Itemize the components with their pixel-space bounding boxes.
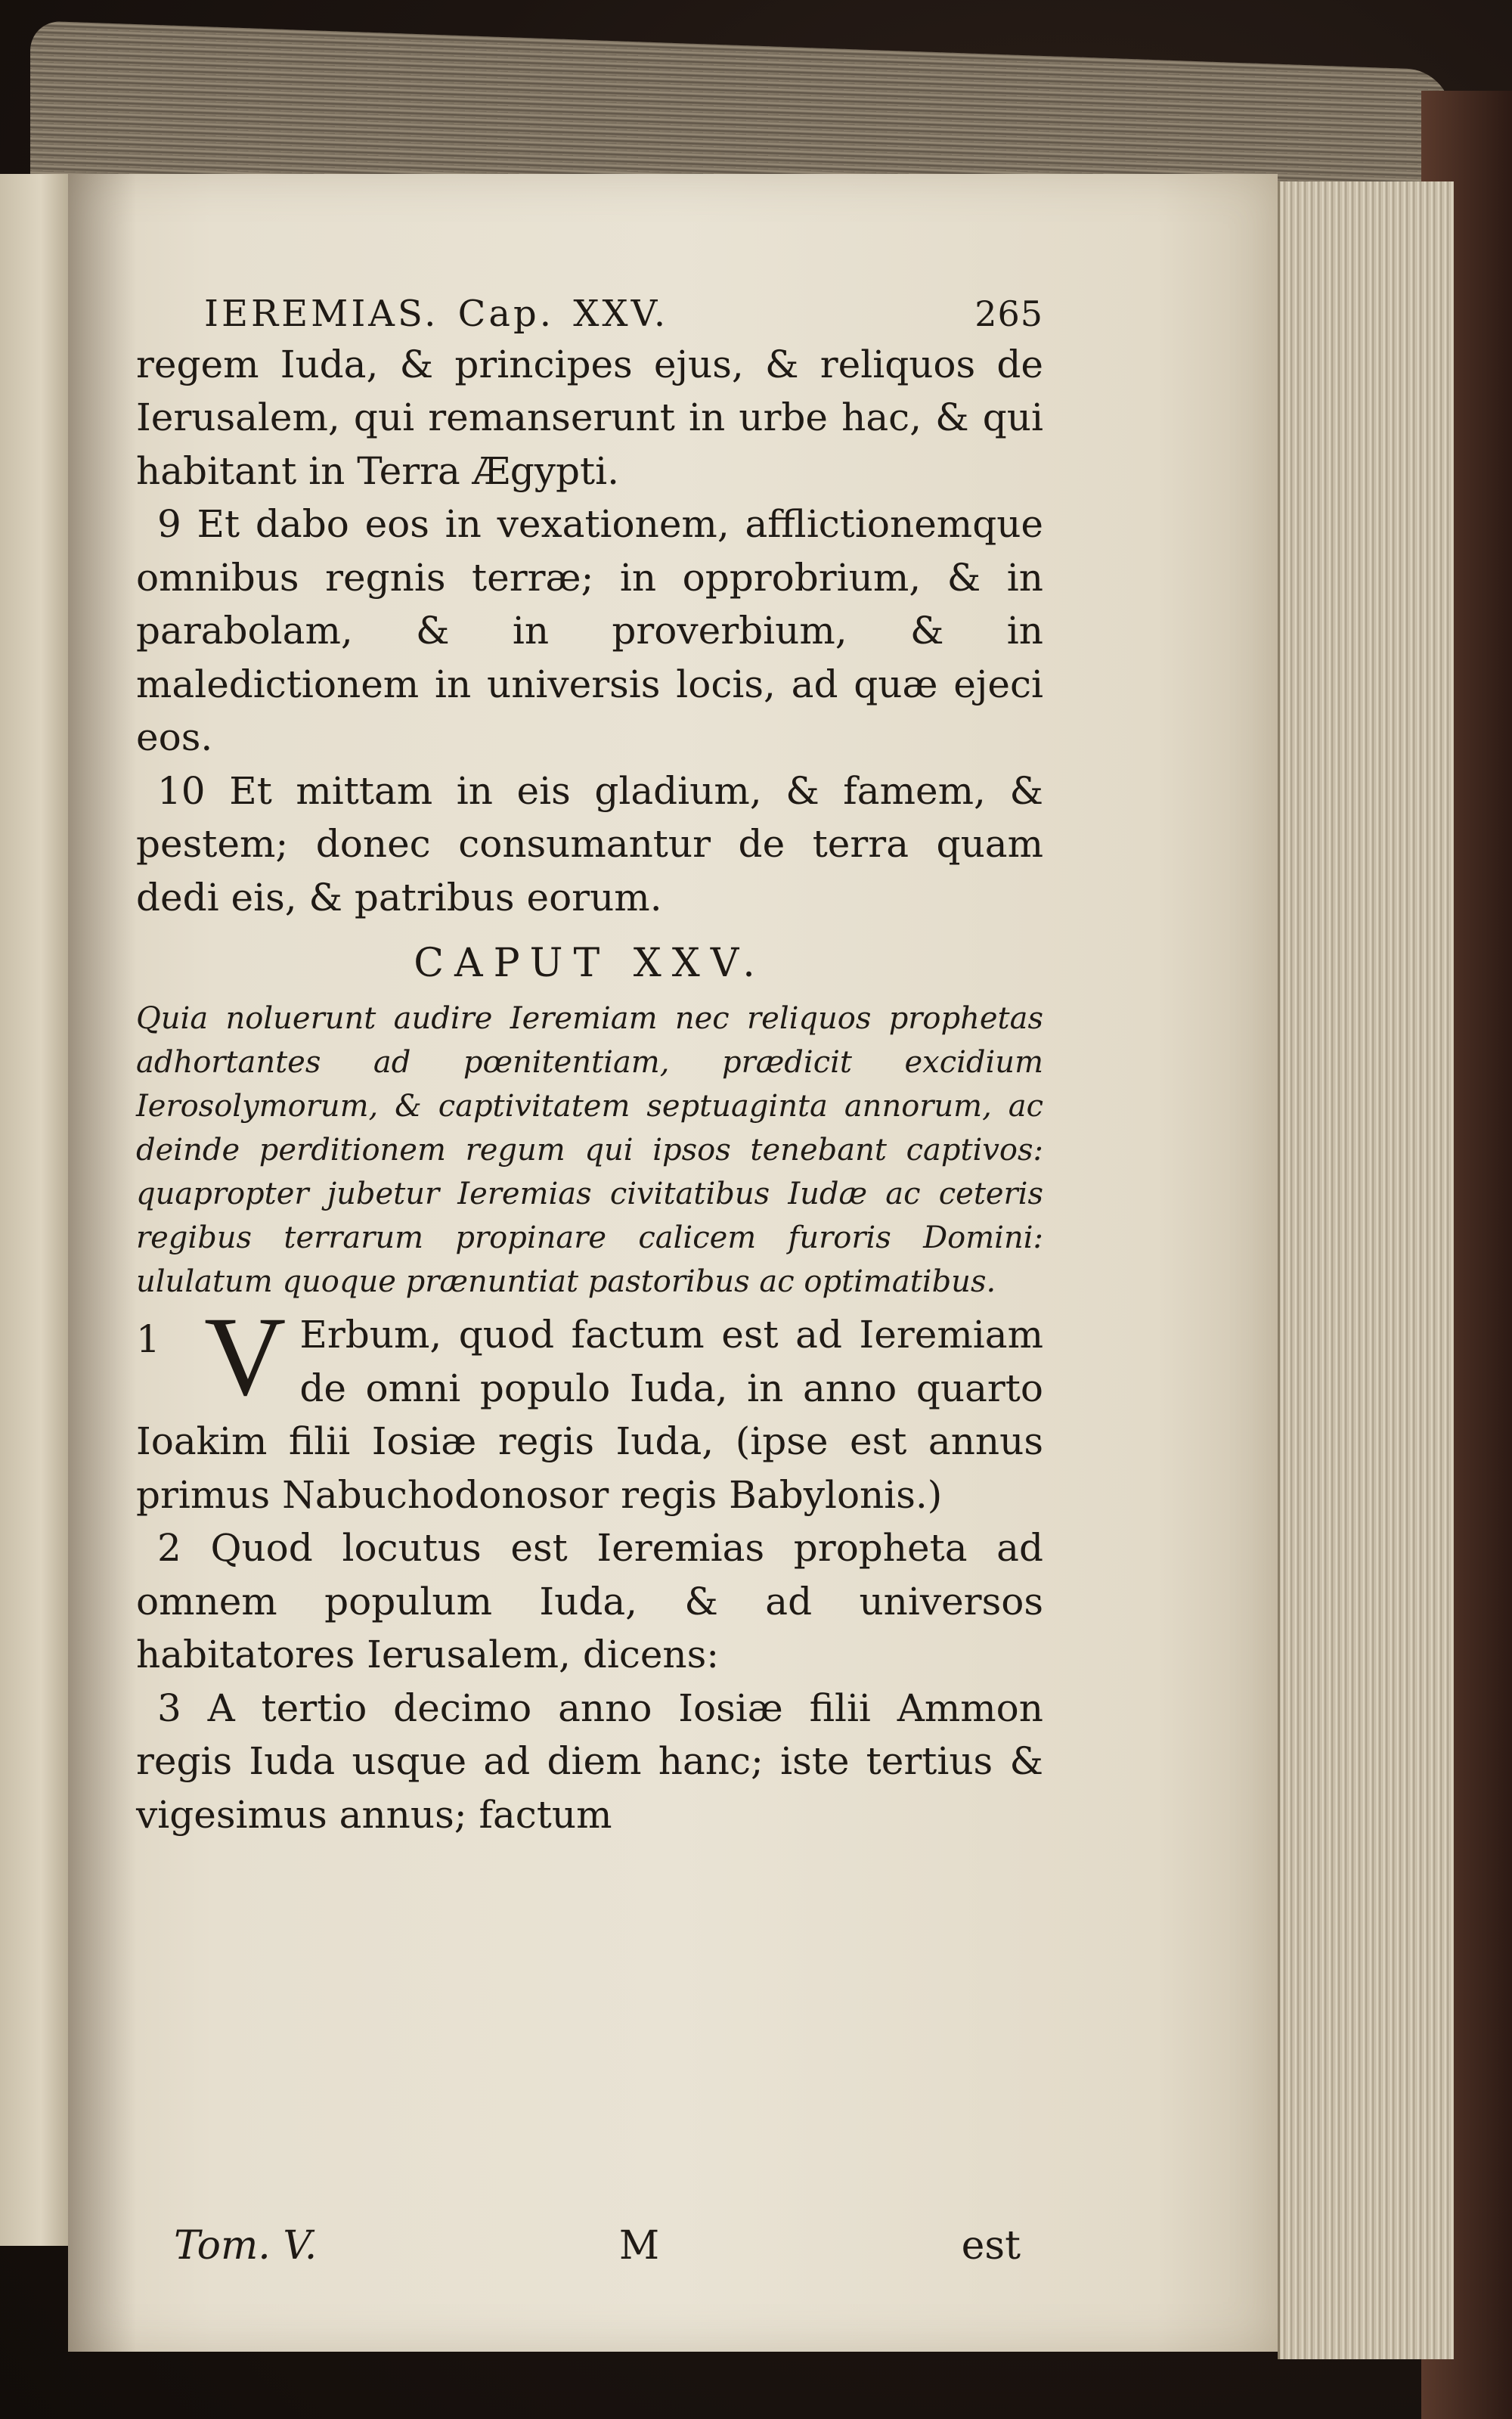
catchword: est xyxy=(961,2223,1021,2269)
verse-9: 9 Et dabo eos in vexationem, afflictionemque omnibus regnis terræ; in opprobrium, & in parabolam, & in proverbium, & in maledictionem in universis locis, ad quæ ejeci eos. xyxy=(136,502,1043,759)
chapter-summary: Quia noluerunt audire Ieremiam nec reliquos prophetas adhortantes ad pœnitentiam, prædicit excidium Ierosolymorum, & captivitatem septuaginta annorum, ac deinde perditionem regum qui ipsos tenebant captivos: quapropter jubetur Ieremias civitatibus Iudæ ac ceteris regibus terrarum propinare calicem furoris Domini: ululatum quoque prænuntiat pastoribus ac optimatibus. xyxy=(136,1001,1043,1299)
verse-number: 1 xyxy=(136,1317,160,1361)
drop-capital: V xyxy=(204,1294,287,1419)
verse-continuation: regem Iuda, & principes ejus, & reliquos de Ierusalem, qui remanserunt in urbe hac, & qui habitant in Terra Ægypti. xyxy=(136,342,1043,493)
signature-mark: M xyxy=(618,2223,660,2269)
page-footer xyxy=(174,2223,1021,2269)
verse-1-text: Erbum, quod factum est ad Ieremiam de omni populo Iuda, in anno quarto Ioakim filii Iosiæ regis Iuda, (ipse est annus primus Nabuchodonosor regis Babylonis.) xyxy=(136,1313,1043,1517)
running-header xyxy=(136,287,1043,341)
page-edges xyxy=(1278,181,1454,2359)
chapter-heading: CAPUT XXV. xyxy=(414,941,766,986)
page-number: 265 xyxy=(974,293,1043,334)
gutter-shadow xyxy=(68,174,136,2352)
volume-signature: Tom. V. xyxy=(174,2223,318,2269)
verse-3: 3 A tertio decimo anno Iosiæ filii Ammon regis Iuda usque ad diem hanc; iste tertius & vigesimus annus; factum xyxy=(136,1686,1043,1837)
page-text xyxy=(136,287,1043,1841)
verse-2: 2 Quod locutus est Ieremias propheta ad omnem populum Iuda, & ad universos habitatores Ierusalem, dicens: xyxy=(136,1526,1043,1676)
verse-10: 10 Et mittam in eis gladium, & famem, & pestem; donec consumantur de terra quam dedi eis, & patribus eorum. xyxy=(136,768,1043,920)
book-page xyxy=(68,174,1278,2352)
facing-page xyxy=(0,174,70,2246)
running-title: IEREMIAS. Cap. XXV. xyxy=(204,293,669,335)
verse-1 xyxy=(136,1294,1043,1521)
